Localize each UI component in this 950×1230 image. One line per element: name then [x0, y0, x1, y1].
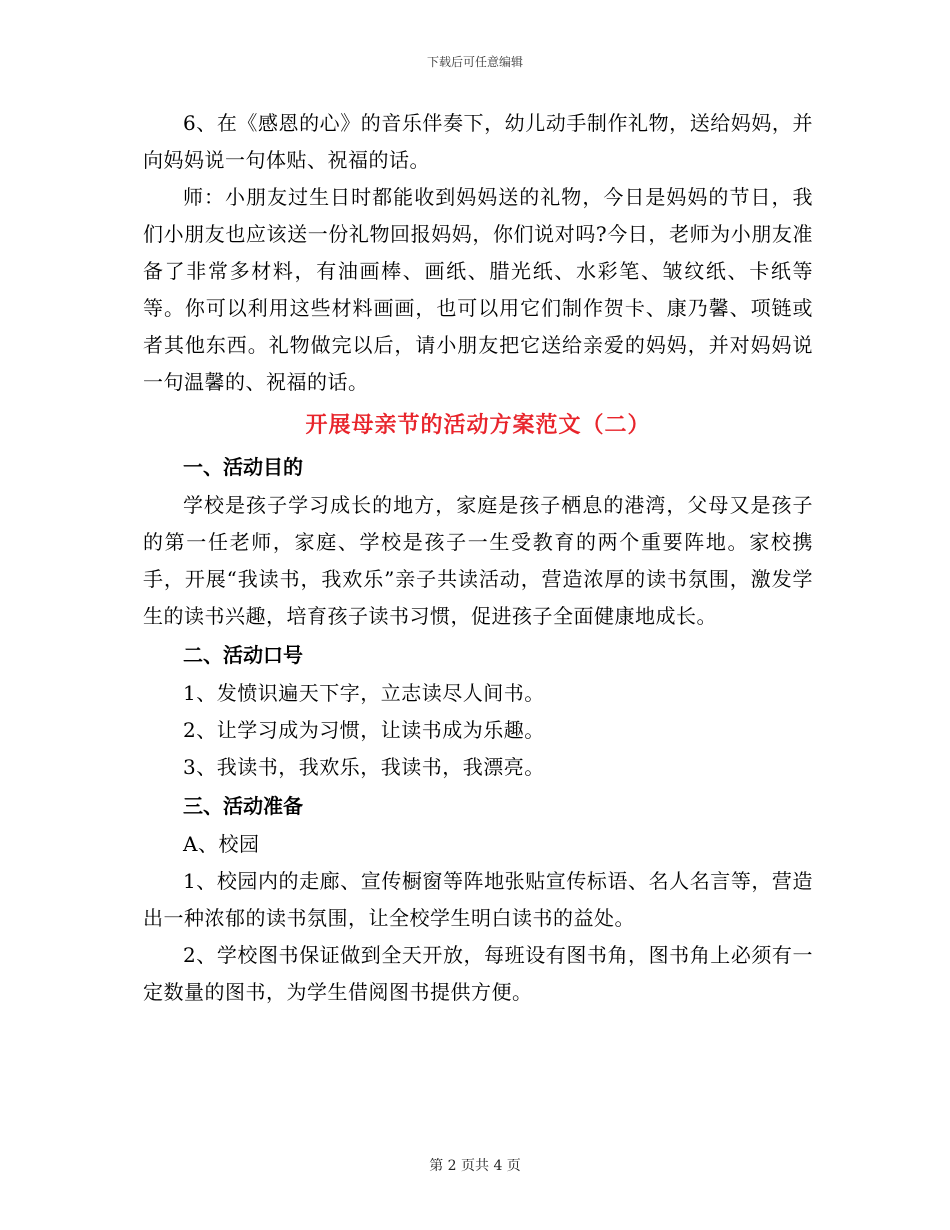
paragraph-purpose: 学校是孩子学习成长的地方，家庭是孩子栖息的港湾，父母又是孩子的第一任老师，家庭、学校是孩子一生受教育的两个重要阵地。家校携手，开展“我读书，我欢乐”亲子共读活动，营造浓厚的读书氛围，激发学生的读书兴趣，培育孩子读书习惯，促进孩子全面健康地成长。	[143, 493, 813, 628]
slogan-item-2: 2、让学习成为习惯，让读书成为乐趣。	[183, 718, 545, 742]
heading-activity-purpose: 一、活动目的	[183, 455, 303, 479]
heading-activity-preparation: 三、活动准备	[183, 794, 303, 818]
paragraph-campus-2: 2、学校图书保证做到全天开放，每班设有图书角，图书角上必须有一定数量的图书，为学生借阅图书提供方便。	[143, 943, 813, 1004]
page-footer: 第 2 页共 4 页	[429, 1158, 521, 1174]
section-title: 开展母亲节的活动方案范文（二）	[305, 412, 651, 438]
subheading-campus: A、校园	[183, 832, 260, 856]
slogan-item-3: 3、我读书，我欢乐，我读书，我漂亮。	[183, 755, 545, 779]
paragraph-teacher-speech: 师：小朋友过生日时都能收到妈妈送的礼物，今日是妈妈的节日，我们小朋友也应该送一份礼物回报妈妈，你们说对吗?今日，老师为小朋友准备了非常多材料，有油画棒、画纸、腊光纸、水彩笔、皱纹纸、卡纸等等。你可以利用这些材料画画，也可以用它们制作贺卡、康乃馨、项链或者其他东西。礼物做完以后，请小朋友把它送给亲爱的妈妈，并对妈妈说一句温馨的、祝福的话。	[143, 185, 813, 394]
paragraph-campus-1: 1、校园内的走廊、宣传橱窗等阵地张贴宣传标语、名人名言等，营造出一种浓郁的读书氛围，让全校学生明白读书的益处。	[143, 869, 813, 930]
document-body	[143, 105, 813, 1011]
paragraph-step-6: 6、在《感恩的心》的音乐伴奏下，幼儿动手制作礼物，送给妈妈，并向妈妈说一句体贴、祝福的话。	[143, 111, 813, 172]
page-header: 下载后可任意编辑	[426, 55, 523, 69]
slogan-item-1: 1、发愤识遍天下字，立志读尽人间书。	[183, 681, 545, 705]
heading-activity-slogan: 二、活动口号	[183, 643, 303, 667]
